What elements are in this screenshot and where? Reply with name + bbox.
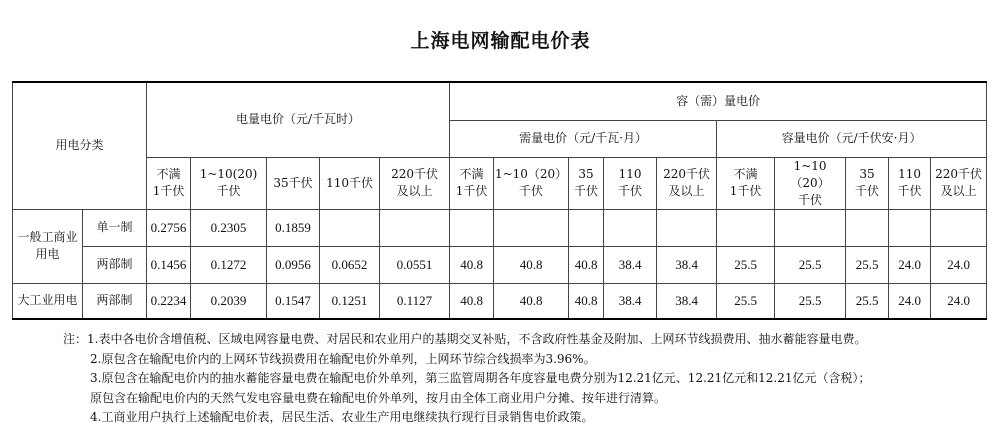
demand-price-cell: [450, 209, 494, 246]
demand-price-cell: 38.4: [657, 246, 717, 283]
energy-price-cell: [380, 209, 450, 246]
energy-col-header: 不满 1千伏: [147, 157, 191, 209]
capacity-price-cell: 24.0: [889, 246, 931, 283]
energy-col-header: 110千伏: [320, 157, 380, 209]
page-title: 上海电网输配电价表: [410, 30, 591, 52]
energy-col-header: 35千伏: [267, 157, 320, 209]
capacity-demand-group-header: 容（需）量电价: [450, 82, 987, 120]
energy-price-cell: 0.1547: [267, 283, 320, 319]
note-line: 4.工商业用户执行上述输配电价表，居民生活、农业生产用电继续执行现行目录销售电价政策。: [90, 410, 594, 424]
capacity-col-header: 35 千伏: [846, 157, 889, 209]
table-row: [13, 283, 987, 319]
energy-price-cell: 0.1127: [380, 283, 450, 319]
energy-price-cell: 0.1251: [320, 283, 380, 319]
table-row: [13, 209, 987, 246]
capacity-col-header: 不满 1千伏: [717, 157, 775, 209]
note-line: 原包含在输配电价内的天然气发电容量电费在输配电价外单列，按月由全体工商业用户分摊、按年进行清算。: [90, 390, 667, 405]
note-line: 3.原包含在输配电价内的抽水蓄能容量电费在输配电价外单列，第三监管周期各年度容量电费分别为12.21亿元、12.21亿元和12.21亿元（含税）；: [90, 371, 871, 385]
energy-price-cell: [320, 209, 380, 246]
demand-price-cell: [604, 209, 657, 246]
pricing-type: 两部制: [83, 283, 147, 319]
pricing-type: 两部制: [83, 246, 147, 283]
energy-price-cell: 0.2234: [147, 283, 191, 319]
capacity-price-cell: 25.5: [775, 283, 846, 319]
demand-col-header: 110 千伏: [604, 157, 657, 209]
energy-price-cell: 0.2305: [191, 209, 267, 246]
capacity-price-cell: 25.5: [717, 246, 775, 283]
category-header: 用电分类: [13, 82, 147, 209]
capacity-price-cell: 25.5: [717, 283, 775, 319]
capacity-price-group-header: 容量电价（元/千伏安·月）: [717, 120, 987, 157]
demand-price-cell: 40.8: [450, 246, 494, 283]
demand-col-header: 1~10（20） 千伏: [494, 157, 569, 209]
demand-price-cell: 40.8: [494, 283, 569, 319]
capacity-price-cell: [717, 209, 775, 246]
tariff-table: [12, 81, 987, 320]
category-large-industrial: 大工业用电: [13, 283, 83, 319]
demand-price-cell: [657, 209, 717, 246]
capacity-price-cell: 25.5: [846, 246, 889, 283]
demand-price-cell: 40.8: [569, 246, 604, 283]
capacity-col-header: 1~10（20） 千伏: [775, 157, 846, 209]
energy-price-cell: 0.0652: [320, 246, 380, 283]
capacity-price-cell: 25.5: [846, 283, 889, 319]
energy-price-cell: 0.1859: [267, 209, 320, 246]
energy-price-group-header: 电量电价（元/千瓦时）: [147, 82, 450, 157]
note-line: 2.原包含在输配电价内的上网环节线损费用在输配电价外单列，上网环节综合线损率为3.96%。: [90, 351, 596, 366]
category-general-commercial: 一般工商业用电: [13, 209, 83, 283]
energy-price-cell: 0.1272: [191, 246, 267, 283]
demand-price-cell: 38.4: [657, 283, 717, 319]
energy-price-cell: 0.2039: [191, 283, 267, 319]
table-row: [13, 246, 987, 283]
capacity-price-cell: 24.0: [889, 283, 931, 319]
demand-price-group-header: 需量电价（元/千瓦·月）: [450, 120, 717, 157]
demand-price-cell: 38.4: [604, 283, 657, 319]
capacity-col-header: 110 千伏: [889, 157, 931, 209]
notes-section: [63, 330, 993, 428]
energy-price-cell: 0.1456: [147, 246, 191, 283]
demand-col-header: 不满 1千伏: [450, 157, 494, 209]
energy-col-header: 220千伏 及以上: [380, 157, 450, 209]
note-line: 注：1.表中各电价含增值税、区域电网容量电费、对居民和农业用户的基期交叉补贴，不含政府性基金及附加、上网环节线损费用、抽水蓄能容量电费。: [63, 332, 867, 346]
capacity-price-cell: 24.0: [931, 283, 987, 319]
capacity-col-header: 220千伏 及以上: [931, 157, 987, 209]
capacity-price-cell: [931, 209, 987, 246]
demand-price-cell: [494, 209, 569, 246]
capacity-price-cell: 25.5: [775, 246, 846, 283]
demand-price-cell: 40.8: [450, 283, 494, 319]
energy-price-cell: 0.0551: [380, 246, 450, 283]
pricing-type: 单一制: [83, 209, 147, 246]
capacity-price-cell: [775, 209, 846, 246]
capacity-price-cell: 24.0: [931, 246, 987, 283]
energy-price-cell: 0.0956: [267, 246, 320, 283]
demand-price-cell: 40.8: [569, 283, 604, 319]
capacity-price-cell: [889, 209, 931, 246]
energy-price-cell: 0.2756: [147, 209, 191, 246]
demand-col-header: 35 千伏: [569, 157, 604, 209]
energy-col-header: 1~10(20) 千伏: [191, 157, 267, 209]
demand-price-cell: 40.8: [494, 246, 569, 283]
demand-price-cell: 38.4: [604, 246, 657, 283]
demand-price-cell: [569, 209, 604, 246]
demand-col-header: 220千伏 及以上: [657, 157, 717, 209]
capacity-price-cell: [846, 209, 889, 246]
